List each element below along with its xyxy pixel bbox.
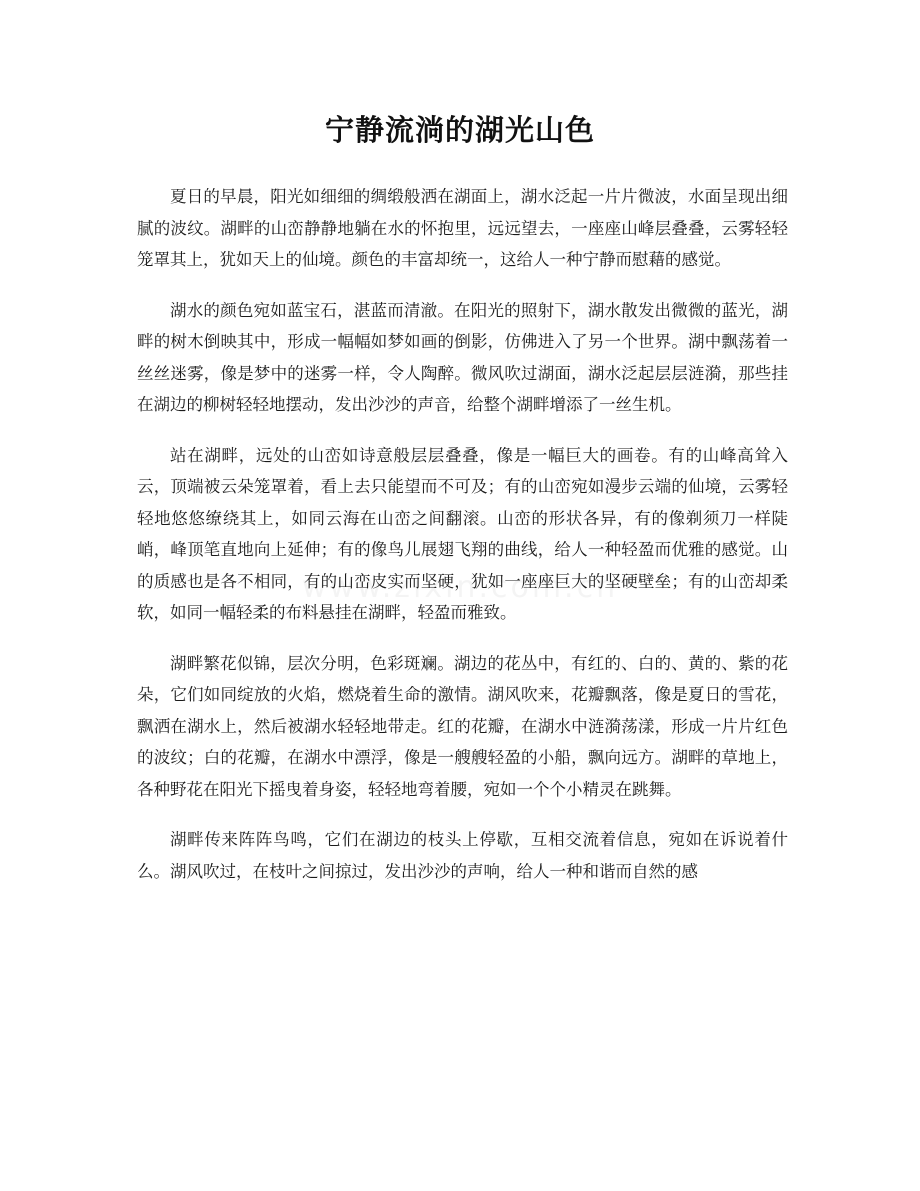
paragraph: 湖水的颜色宛如蓝宝石，湛蓝而清澈。在阳光的照射下，湖水散发出微微的蓝光，湖畔的树木倒映其中，形成一幅幅如梦如画的倒影，仿佛进入了另一个世界。湖中飘荡着一丝丝迷雾，像是梦中的迷雾一样，令人陶醉。微风吹过湖面，湖水泛起层层涟漪，那些挂在湖边的柳树轻轻地摆动，发出沙沙的声音，给整个湖畔增添了一丝生机。 — [137, 300, 788, 414]
page-title: 宁静流淌的湖光山色 — [324, 113, 595, 147]
paragraph: 湖畔繁花似锦，层次分明，色彩斑斓。湖边的花丛中，有红的、白的、黄的、紫的花朵，它们如同绽放的火焰，燃烧着生命的激情。湖风吹来，花瓣飘落，像是夏日的雪花，飘洒在湖水上，然后被湖水轻轻地带走。红的花瓣，在湖水中涟漪荡漾，形成一片片红色的波纹；白的花瓣，在湖水中漂浮，像是一艘艘轻盈的小船，飘向远方。湖畔的草地上，各种野花在阳光下摇曳着身姿，轻轻地弯着腰，宛如一个个小精灵在跳舞。 — [137, 653, 788, 799]
document-body — [137, 181, 788, 906]
paragraph: 夏日的早晨，阳光如细细的绸缎般洒在湖面上，湖水泛起一片片微波，水面呈现出细腻的波纹。湖畔的山峦静静地躺在水的怀抱里，远远望去，一座座山峰层叠叠，云雾轻轻笼罩其上，犹如天上的仙境。颜色的丰富却统一，这给人一种宁静而慰藉的感觉。 — [137, 187, 788, 269]
paragraph: 站在湖畔，远处的山峦如诗意般层层叠叠，像是一幅巨大的画卷。有的山峰高耸入云，顶端被云朵笼罩着，看上去只能望而不可及；有的山峦宛如漫步云端的仙境，云雾轻轻地悠悠缭绕其上，如同云海在山峦之间翻滚。山峦的形状各异，有的像剃须刀一样陡峭，峰顶笔直地向上延伸；有的像鸟儿展翅飞翔的曲线，给人一种轻盈而优雅的感觉。山的质感也是各不相同，有的山峦皮实而坚硬，犹如一座座巨大的坚硬壁垒；有的山峦却柔软，如同一幅轻柔的布料悬挂在湖畔，轻盈而雅致。 — [137, 445, 788, 622]
paragraph: 湖畔传来阵阵鸟鸣，它们在湖边的枝头上停歇，互相交流着信息，宛如在诉说着什么。湖风吹过，在枝叶之间掠过，发出沙沙的声响，给人一种和谐而自然的感 — [137, 830, 788, 881]
